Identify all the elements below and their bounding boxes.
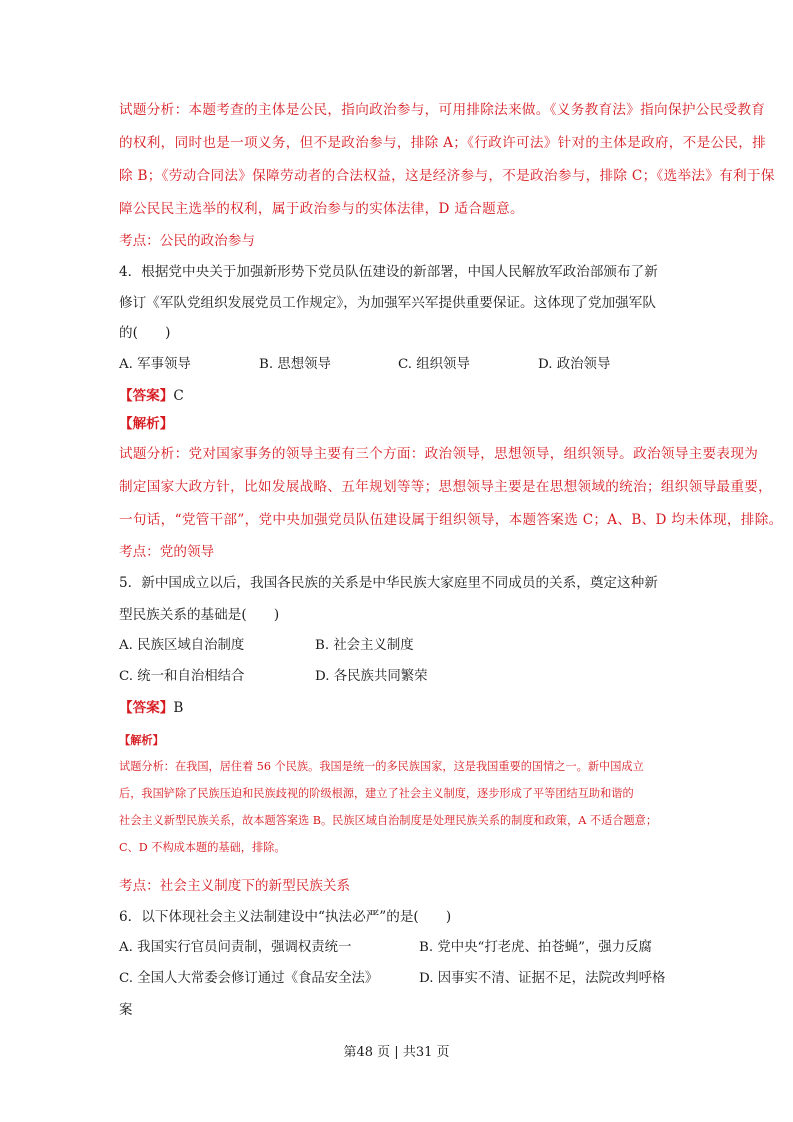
- q4-option-c: C. 组织领导: [398, 357, 470, 372]
- q4-analysis-line: 一句话，“党管干部”，党中央加强党员队伍建设属于组织领导，本题答案选 C；A、B、D 均未体现，排除。: [119, 512, 783, 528]
- q6-option-d: D. 因事实不清、证据不足，法院改判呼格: [419, 971, 666, 986]
- q5-explain-label: 【解析】: [119, 733, 164, 747]
- q3-analysis-line: 的权利，同时也是一项义务，但不是政治参与，排除 A；《行政许可法》针对的主体是政府，不是公民，排: [119, 135, 767, 151]
- q4-explain-label: 【解析】: [119, 416, 174, 432]
- q5-analysis-line: C、D 不构成本题的基础，排除。: [119, 841, 286, 854]
- q4-analysis-line: 试题分析：党对国家事务的领导主要有三个方面：政治领导，思想领导，组织领导。政治领导主要表现为: [119, 446, 759, 462]
- answer-value: B: [173, 700, 184, 716]
- q5-option-c: C. 统一和自治相结合: [119, 669, 245, 684]
- q3-analysis-line: 障公民民主选举的权利，属于政治参与的实体法律，D 适合题意。: [119, 201, 524, 217]
- q3-analysis-line: 除 B；《劳动合同法》保障劳动者的合法权益，这是经济参与，不是政治参与，排除 C；《选举法》有利于保: [119, 168, 775, 184]
- q4-option-a: A. 军事领导: [119, 357, 191, 372]
- q5-option-b: B. 社会主义制度: [315, 638, 414, 653]
- q4-point: 考点：党的领导: [119, 544, 215, 560]
- q5-analysis-line: 试题分析：在我国，居住着 56 个民族。我国是统一的多民族国家，这是我国重要的国情之一。新中国成立: [119, 760, 644, 773]
- q5-answer: [119, 696, 679, 716]
- q4-stem-line: 修订《军队党组织发展党员工作规定》，为加强军兴军提供重要保证。这体现了党加强军队: [119, 295, 656, 311]
- page-footer: 第48 页 | 共31 页: [343, 1045, 450, 1060]
- answer-label: 【答案】: [119, 700, 174, 716]
- q4-answer: [119, 384, 679, 404]
- q5-stem-line: 5．新中国成立以后，我国各民族的关系是中华民族大家庭里不同成员的关系，奠定这种新: [119, 575, 658, 591]
- q5-analysis-line: 后，我国铲除了民族压迫和民族歧视的阶级根源，建立了社会主义制度，逐步形成了平等团结互助和谐的: [119, 787, 634, 800]
- q4-stem-line: 的( ): [119, 325, 171, 341]
- q4-analysis-line: 制定国家大政方针，比如发展战略、五年规划等等；思想领导主要是在思想领域的统治；组织领导最重要，: [119, 479, 773, 495]
- q4-option-b: B. 思想领导: [259, 357, 331, 372]
- q5-analysis-line: 社会主义新型民族关系，故本题答案选 B。民族区域自治制度是处理民族关系的制度和政策，A 不适合题意；: [119, 814, 658, 827]
- q6-option-b: B. 党中央“打老虎、拍苍蝇”，强力反腐: [419, 940, 652, 955]
- q5-option-d: D. 各民族共同繁荣: [315, 669, 428, 684]
- q6-option-d-continuation: 案: [119, 1003, 133, 1018]
- answer-value: C: [173, 388, 184, 404]
- q5-stem-line: 型民族关系的基础是( ): [119, 607, 280, 623]
- q5-option-a: A. 民族区域自治制度: [119, 638, 245, 653]
- q5-point: 考点：社会主义制度下的新型民族关系: [119, 878, 351, 894]
- q6-option-c: C. 全国人大常委会修订通过《食品安全法》: [119, 971, 379, 986]
- q3-analysis-line: 试题分析：本题考查的主体是公民，指向政治参与，可用排除法来做。《义务教育法》指向保护公民受教育: [119, 102, 766, 118]
- answer-label: 【答案】: [119, 388, 174, 404]
- q4-stem-line: 4．根据党中央关于加强新形势下党员队伍建设的新部署，中国人民解放军政治部颁布了新: [119, 264, 658, 280]
- q6-stem: 6．以下体现社会主义法制建设中“执法必严”的是( ): [119, 909, 452, 925]
- q4-option-d: D. 政治领导: [538, 357, 611, 372]
- q6-option-a: A. 我国实行官员问责制，强调权责统一: [119, 940, 352, 955]
- q3-point: 考点：公民的政治参与: [119, 233, 255, 249]
